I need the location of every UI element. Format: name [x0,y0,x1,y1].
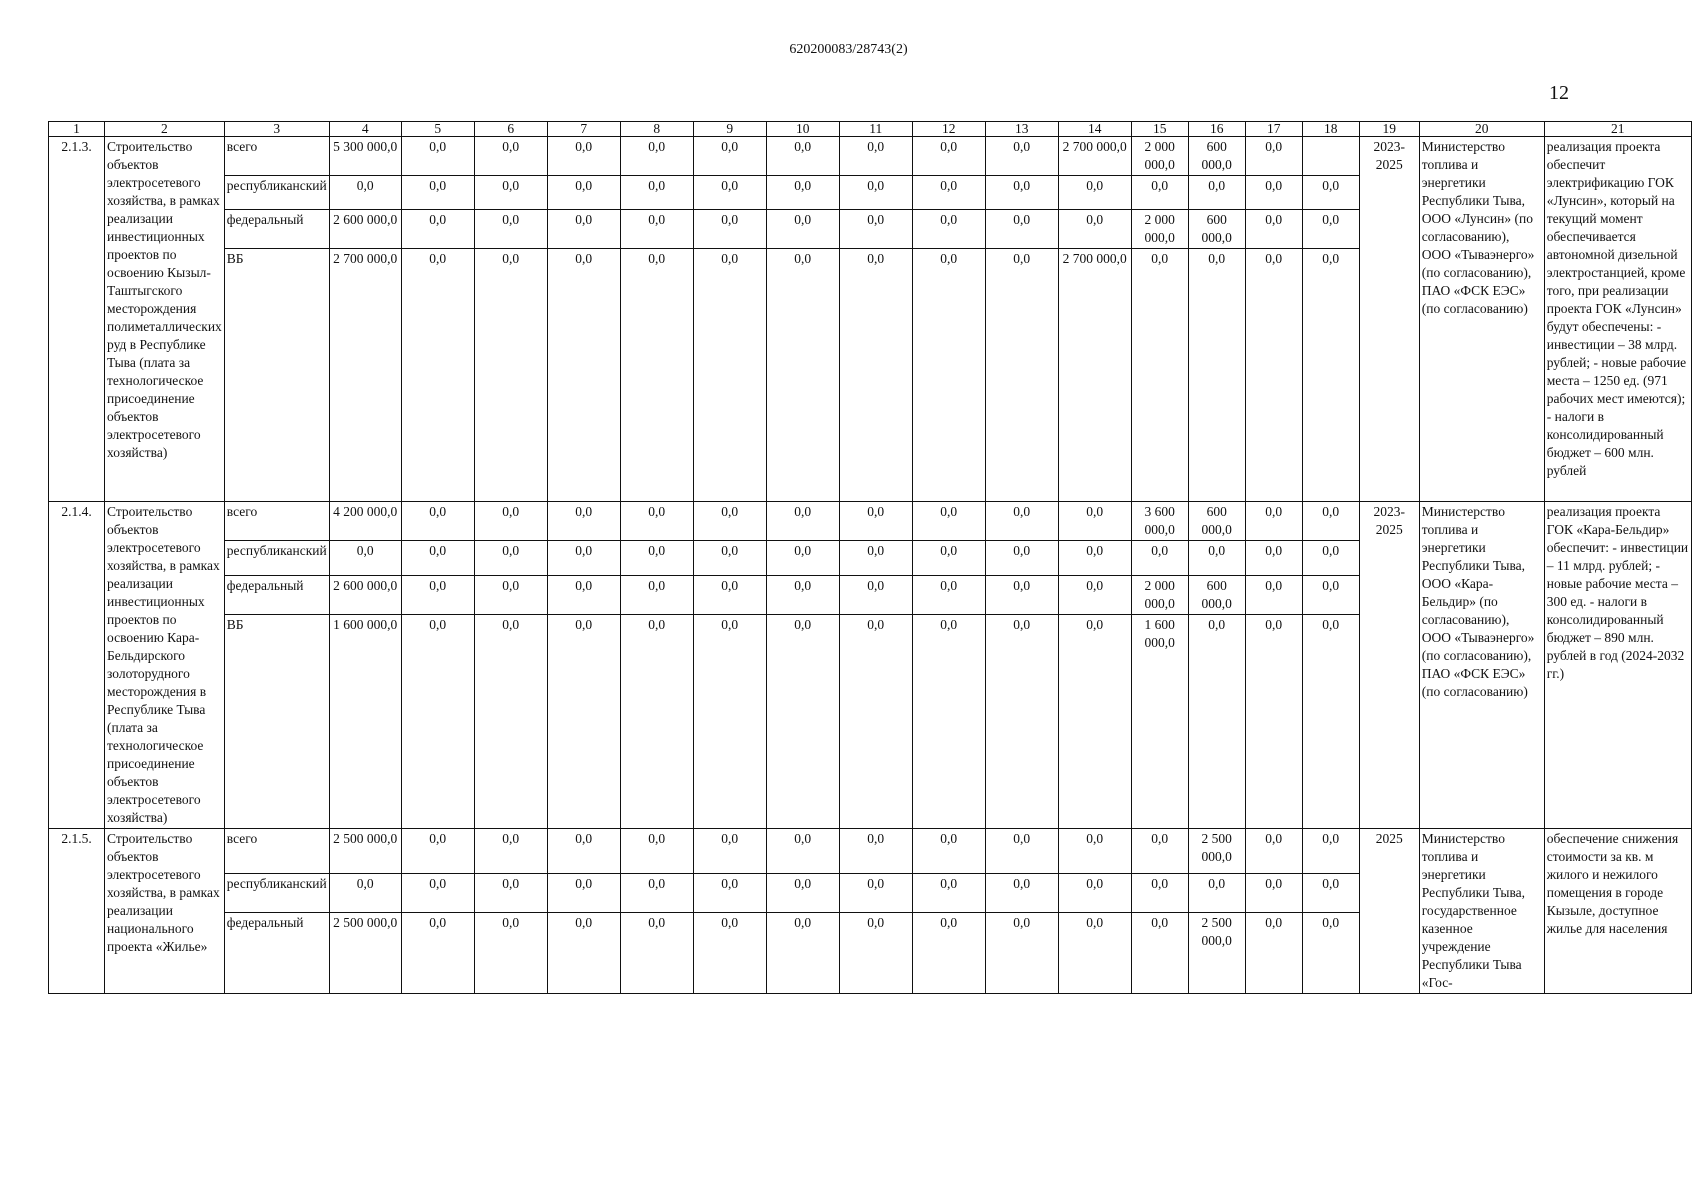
expected-result: реализация проекта обеспечит электрификацию ГОК «Лунсин», который на текущий момент обеспечивается автономной дизельной электростанцией, кроме того, при реализации проекта ГОК «Лунсин» будут обеспечены: - инвестиции – 38 млрд. рублей; - новые рабочие места – 1250 ед. (971 рабочих мест имеются); - налоги в консолидированный бюджет – 600 млн. рублей [1544,137,1691,502]
item-code: 2.1.4. [49,502,105,829]
amount-col-10: 0,0 [766,176,839,210]
amount-col-5: 0,0 [401,176,474,210]
amount-col-15: 0,0 [1131,913,1188,994]
table-row [49,502,1692,541]
amount-col-6: 0,0 [474,615,547,829]
amount-col-9: 0,0 [693,541,766,575]
amount-col-7: 0,0 [547,913,620,994]
amount-col-14: 0,0 [1058,575,1131,614]
amount-col-14: 0,0 [1058,541,1131,575]
amount-col-11: 0,0 [839,210,912,249]
amount-col-11: 0,0 [839,615,912,829]
column-header-20: 20 [1419,122,1544,137]
amount-col-5: 0,0 [401,249,474,502]
amount-col-16: 2 500 000,0 [1188,913,1245,994]
amount-col-9: 0,0 [693,913,766,994]
amount-col-15: 0,0 [1131,541,1188,575]
amount-col-17: 0,0 [1245,575,1302,614]
amount-col-17: 0,0 [1245,829,1302,874]
amount-col-9: 0,0 [693,137,766,176]
amount-col-5: 0,0 [401,829,474,874]
funding-source: ВБ [224,615,329,829]
amount-col-9: 0,0 [693,249,766,502]
amount-col-14: 0,0 [1058,913,1131,994]
amount-col-11: 0,0 [839,249,912,502]
amount-col-12: 0,0 [912,615,985,829]
column-header-7: 7 [547,122,620,137]
amount-col-12: 0,0 [912,249,985,502]
amount-col-15: 0,0 [1131,829,1188,874]
amount-col-17: 0,0 [1245,210,1302,249]
funding-source: республиканский [224,874,329,913]
column-header-4: 4 [329,122,401,137]
amount-col-6: 0,0 [474,137,547,176]
amount-col-15: 2 000 000,0 [1131,210,1188,249]
amount-col-11: 0,0 [839,502,912,541]
amount-col-13: 0,0 [985,176,1058,210]
amount-col-4: 0,0 [329,176,401,210]
amount-col-11: 0,0 [839,137,912,176]
amount-col-16: 0,0 [1188,176,1245,210]
item-name: Строительство объектов электросетевого хозяйства, в рамках реализации инвестиционных проектов по освоению Кызыл-Таштыгского месторождения полиметаллических руд в Республике Тыва (плата за технологическое присоединение объектов электросетевого хозяйства) [105,137,225,502]
amount-col-5: 0,0 [401,502,474,541]
amount-col-17: 0,0 [1245,615,1302,829]
amount-col-4: 2 500 000,0 [329,829,401,874]
amount-col-12: 0,0 [912,575,985,614]
amount-col-10: 0,0 [766,829,839,874]
amount-col-12: 0,0 [912,874,985,913]
amount-col-4: 2 500 000,0 [329,913,401,994]
amount-col-10: 0,0 [766,210,839,249]
amount-col-6: 0,0 [474,829,547,874]
amount-col-10: 0,0 [766,137,839,176]
amount-col-13: 0,0 [985,575,1058,614]
funding-source: федеральный [224,210,329,249]
amount-col-11: 0,0 [839,575,912,614]
amount-col-9: 0,0 [693,575,766,614]
amount-col-16: 0,0 [1188,874,1245,913]
amount-col-14: 2 700 000,0 [1058,137,1131,176]
executor: Министерство топлива и энергетики Республики Тыва, ООО «Лунсин» (по согласованию), ООО «Тываэнерго» (по согласованию), ПАО «ФСК ЕЭС» (по согласованию) [1419,137,1544,502]
amount-col-7: 0,0 [547,541,620,575]
amount-col-18: 0,0 [1302,249,1359,502]
expected-result: реализация проекта ГОК «Кара-Бельдир» обеспечит: - инвестиции – 11 млрд. рублей; - новые рабочие места – 300 ед. - налоги в консолидированный бюджет – 890 млн. рублей в год (2024-2032 гг.) [1544,502,1691,829]
page-number: 12 [1549,82,1569,104]
column-header-15: 15 [1131,122,1188,137]
amount-col-12: 0,0 [912,913,985,994]
amount-col-11: 0,0 [839,874,912,913]
amount-col-4: 2 600 000,0 [329,575,401,614]
amount-col-6: 0,0 [474,176,547,210]
column-header-10: 10 [766,122,839,137]
amount-col-5: 0,0 [401,575,474,614]
amount-col-8: 0,0 [620,913,693,994]
amount-col-11: 0,0 [839,829,912,874]
column-header-19: 19 [1359,122,1419,137]
amount-col-14: 0,0 [1058,874,1131,913]
amount-col-10: 0,0 [766,249,839,502]
amount-col-13: 0,0 [985,913,1058,994]
amount-col-14: 0,0 [1058,176,1131,210]
funding-source: всего [224,502,329,541]
amount-col-18: 0,0 [1302,874,1359,913]
amount-col-13: 0,0 [985,874,1058,913]
amount-col-13: 0,0 [985,615,1058,829]
amount-col-10: 0,0 [766,874,839,913]
amount-col-18 [1302,137,1359,176]
amount-col-18: 0,0 [1302,615,1359,829]
implementation-years: 2025 [1359,829,1419,994]
amount-col-18: 0,0 [1302,829,1359,874]
amount-col-17: 0,0 [1245,502,1302,541]
amount-col-10: 0,0 [766,575,839,614]
amount-col-17: 0,0 [1245,874,1302,913]
amount-col-16: 0,0 [1188,249,1245,502]
amount-col-11: 0,0 [839,913,912,994]
amount-col-4: 2 600 000,0 [329,210,401,249]
amount-col-10: 0,0 [766,913,839,994]
amount-col-13: 0,0 [985,210,1058,249]
amount-col-7: 0,0 [547,874,620,913]
amount-col-5: 0,0 [401,874,474,913]
amount-col-12: 0,0 [912,502,985,541]
amount-col-5: 0,0 [401,913,474,994]
column-header-8: 8 [620,122,693,137]
amount-col-6: 0,0 [474,249,547,502]
amount-col-18: 0,0 [1302,502,1359,541]
amount-col-4: 4 200 000,0 [329,502,401,541]
amount-col-17: 0,0 [1245,541,1302,575]
amount-col-8: 0,0 [620,176,693,210]
amount-col-17: 0,0 [1245,913,1302,994]
amount-col-16: 600 000,0 [1188,502,1245,541]
amount-col-17: 0,0 [1245,137,1302,176]
amount-col-15: 0,0 [1131,874,1188,913]
amount-col-10: 0,0 [766,615,839,829]
column-header-1: 1 [49,122,105,137]
amount-col-18: 0,0 [1302,176,1359,210]
amount-col-14: 0,0 [1058,829,1131,874]
funding-source: федеральный [224,913,329,994]
amount-col-13: 0,0 [985,249,1058,502]
amount-col-10: 0,0 [766,541,839,575]
column-header-11: 11 [839,122,912,137]
table-row [49,137,1692,176]
amount-col-12: 0,0 [912,210,985,249]
funding-source: федеральный [224,575,329,614]
amount-col-4: 2 700 000,0 [329,249,401,502]
amount-col-8: 0,0 [620,874,693,913]
amount-col-6: 0,0 [474,502,547,541]
amount-col-8: 0,0 [620,210,693,249]
program-table [48,121,1692,994]
amount-col-11: 0,0 [839,176,912,210]
amount-col-12: 0,0 [912,829,985,874]
amount-col-8: 0,0 [620,829,693,874]
amount-col-15: 0,0 [1131,249,1188,502]
amount-col-5: 0,0 [401,541,474,575]
column-header-13: 13 [985,122,1058,137]
item-code: 2.1.3. [49,137,105,502]
amount-col-13: 0,0 [985,541,1058,575]
amount-col-7: 0,0 [547,137,620,176]
amount-col-8: 0,0 [620,137,693,176]
column-header-17: 17 [1245,122,1302,137]
amount-col-16: 0,0 [1188,615,1245,829]
amount-col-14: 2 700 000,0 [1058,249,1131,502]
amount-col-9: 0,0 [693,874,766,913]
amount-col-8: 0,0 [620,502,693,541]
amount-col-4: 1 600 000,0 [329,615,401,829]
amount-col-5: 0,0 [401,615,474,829]
amount-col-18: 0,0 [1302,210,1359,249]
item-name: Строительство объектов электросетевого хозяйства, в рамках реализации национального проекта «Жилье» [105,829,225,994]
amount-col-7: 0,0 [547,575,620,614]
amount-col-18: 0,0 [1302,913,1359,994]
amount-col-12: 0,0 [912,541,985,575]
amount-col-14: 0,0 [1058,502,1131,541]
funding-source: республиканский [224,176,329,210]
amount-col-16: 0,0 [1188,541,1245,575]
amount-col-8: 0,0 [620,615,693,829]
amount-col-7: 0,0 [547,176,620,210]
amount-col-7: 0,0 [547,249,620,502]
amount-col-6: 0,0 [474,874,547,913]
amount-col-7: 0,0 [547,502,620,541]
amount-col-11: 0,0 [839,541,912,575]
amount-col-12: 0,0 [912,137,985,176]
amount-col-13: 0,0 [985,137,1058,176]
amount-col-8: 0,0 [620,249,693,502]
amount-col-5: 0,0 [401,137,474,176]
amount-col-8: 0,0 [620,575,693,614]
header-row [49,122,1692,137]
amount-col-6: 0,0 [474,913,547,994]
column-header-16: 16 [1188,122,1245,137]
amount-col-16: 600 000,0 [1188,210,1245,249]
amount-col-6: 0,0 [474,210,547,249]
amount-col-15: 1 600 000,0 [1131,615,1188,829]
amount-col-18: 0,0 [1302,541,1359,575]
amount-col-15: 0,0 [1131,176,1188,210]
implementation-years: 2023-2025 [1359,137,1419,502]
amount-col-12: 0,0 [912,176,985,210]
amount-col-13: 0,0 [985,829,1058,874]
amount-col-17: 0,0 [1245,249,1302,502]
amount-col-16: 600 000,0 [1188,575,1245,614]
amount-col-15: 2 000 000,0 [1131,137,1188,176]
amount-col-15: 3 600 000,0 [1131,502,1188,541]
amount-col-10: 0,0 [766,502,839,541]
amount-col-14: 0,0 [1058,210,1131,249]
amount-col-9: 0,0 [693,829,766,874]
column-header-9: 9 [693,122,766,137]
amount-col-9: 0,0 [693,502,766,541]
amount-col-5: 0,0 [401,210,474,249]
funding-source: всего [224,829,329,874]
amount-col-15: 2 000 000,0 [1131,575,1188,614]
amount-col-4: 5 300 000,0 [329,137,401,176]
amount-col-6: 0,0 [474,541,547,575]
column-header-12: 12 [912,122,985,137]
amount-col-9: 0,0 [693,615,766,829]
expected-result: обеспечение снижения стоимости за кв. м жилого и нежилого помещения в городе Кызыле, доступное жилье для населения [1544,829,1691,994]
funding-source: республиканский [224,541,329,575]
amount-col-6: 0,0 [474,575,547,614]
implementation-years: 2023-2025 [1359,502,1419,829]
table-row [49,829,1692,874]
amount-col-14: 0,0 [1058,615,1131,829]
amount-col-8: 0,0 [620,541,693,575]
column-header-14: 14 [1058,122,1131,137]
amount-col-7: 0,0 [547,615,620,829]
funding-source: всего [224,137,329,176]
column-header-3: 3 [224,122,329,137]
item-code: 2.1.5. [49,829,105,994]
amount-col-7: 0,0 [547,210,620,249]
amount-col-7: 0,0 [547,829,620,874]
item-name: Строительство объектов электросетевого хозяйства, в рамках реализации инвестиционных проектов по освоению Кара-Бельдирского золоторудного месторождения в Республике Тыва (плата за технологическое присоединение объектов электросетевого хозяйства) [105,502,225,829]
amount-col-9: 0,0 [693,210,766,249]
column-header-21: 21 [1544,122,1691,137]
amount-col-4: 0,0 [329,874,401,913]
funding-source: ВБ [224,249,329,502]
executor: Министерство топлива и энергетики Республики Тыва, государственное казенное учреждение Республики Тыва «Гос- [1419,829,1544,994]
amount-col-18: 0,0 [1302,575,1359,614]
column-header-5: 5 [401,122,474,137]
document-id: 620200083/28743(2) [789,42,908,57]
amount-col-4: 0,0 [329,541,401,575]
amount-col-9: 0,0 [693,176,766,210]
amount-col-17: 0,0 [1245,176,1302,210]
column-header-2: 2 [105,122,225,137]
executor: Министерство топлива и энергетики Республики Тыва, ООО «Кара-Бельдир» (по согласованию), ООО «Тываэнерго» (по согласованию), ПАО «ФСК ЕЭС» (по согласованию) [1419,502,1544,829]
amount-col-13: 0,0 [985,502,1058,541]
amount-col-16: 2 500 000,0 [1188,829,1245,874]
column-header-18: 18 [1302,122,1359,137]
column-header-6: 6 [474,122,547,137]
amount-col-16: 600 000,0 [1188,137,1245,176]
